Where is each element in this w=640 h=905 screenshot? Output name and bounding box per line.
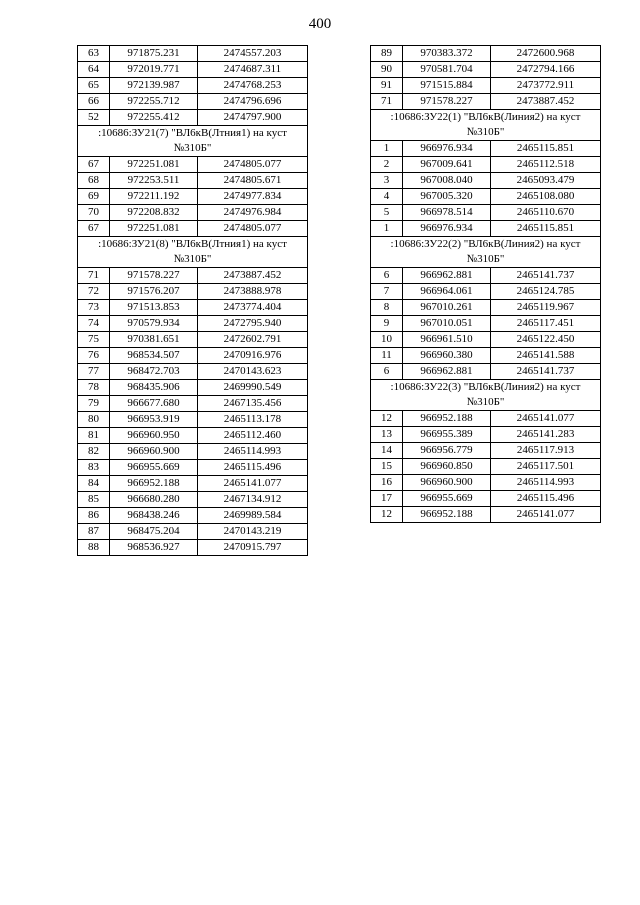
- point-number: 79: [78, 396, 110, 412]
- point-number: 76: [78, 348, 110, 364]
- y-coordinate: 2465114.993: [491, 475, 601, 491]
- coordinate-row: [371, 491, 601, 507]
- y-coordinate: 2472794.166: [491, 62, 601, 78]
- point-number: 86: [78, 508, 110, 524]
- y-coordinate: 2473887.452: [198, 268, 308, 284]
- x-coordinate: 966960.900: [403, 475, 491, 491]
- x-coordinate: 972253.511: [110, 173, 198, 189]
- point-number: 81: [78, 428, 110, 444]
- point-number: 64: [78, 62, 110, 78]
- coordinate-row: [78, 412, 308, 428]
- y-coordinate: 2474768.253: [198, 78, 308, 94]
- y-coordinate: 2465117.451: [491, 316, 601, 332]
- point-number: 67: [78, 157, 110, 173]
- coordinate-row: [78, 300, 308, 316]
- point-number: 73: [78, 300, 110, 316]
- x-coordinate: 967008.040: [403, 173, 491, 189]
- y-coordinate: 2467135.456: [198, 396, 308, 412]
- x-coordinate: 966962.881: [403, 364, 491, 380]
- coordinate-row: [371, 507, 601, 523]
- point-number: 66: [78, 94, 110, 110]
- y-coordinate: 2469990.549: [198, 380, 308, 396]
- x-coordinate: 971578.227: [110, 268, 198, 284]
- y-coordinate: 2465141.737: [491, 364, 601, 380]
- x-coordinate: 967010.261: [403, 300, 491, 316]
- x-coordinate: 972255.712: [110, 94, 198, 110]
- point-number: 65: [78, 78, 110, 94]
- x-coordinate: 966976.934: [403, 221, 491, 237]
- y-coordinate: 2470143.623: [198, 364, 308, 380]
- point-number: 4: [371, 189, 403, 205]
- coordinate-row: [371, 284, 601, 300]
- coordinate-row: [78, 189, 308, 205]
- y-coordinate: 2474796.696: [198, 94, 308, 110]
- point-number: 82: [78, 444, 110, 460]
- x-coordinate: 967010.051: [403, 316, 491, 332]
- coordinate-row: [78, 284, 308, 300]
- x-coordinate: 966956.779: [403, 443, 491, 459]
- y-coordinate: 2470916.976: [198, 348, 308, 364]
- point-number: 67: [78, 221, 110, 237]
- coordinate-row: [78, 205, 308, 221]
- y-coordinate: 2465114.993: [198, 444, 308, 460]
- parcel-header: :10686:ЗУ22(3) "ВЛ6кВ(Линия2) на куст №310Б": [371, 380, 601, 411]
- y-coordinate: 2465115.496: [198, 460, 308, 476]
- coordinates-table-right: [370, 45, 601, 523]
- y-coordinate: 2465115.851: [491, 141, 601, 157]
- x-coordinate: 967009.641: [403, 157, 491, 173]
- point-number: 1: [371, 141, 403, 157]
- x-coordinate: 971875.231: [110, 46, 198, 62]
- y-coordinate: 2465117.913: [491, 443, 601, 459]
- coordinate-row: [78, 444, 308, 460]
- x-coordinate: 970581.704: [403, 62, 491, 78]
- coordinate-row: [78, 332, 308, 348]
- x-coordinate: 967005.320: [403, 189, 491, 205]
- y-coordinate: 2465122.450: [491, 332, 601, 348]
- point-number: 63: [78, 46, 110, 62]
- coordinate-row: [371, 62, 601, 78]
- x-coordinate: 971513.853: [110, 300, 198, 316]
- x-coordinate: 966978.514: [403, 205, 491, 221]
- y-coordinate: 2474687.311: [198, 62, 308, 78]
- coordinate-row: [371, 475, 601, 491]
- coordinate-row: [371, 332, 601, 348]
- point-number: 8: [371, 300, 403, 316]
- x-coordinate: 966960.850: [403, 459, 491, 475]
- coordinate-row: [371, 427, 601, 443]
- x-coordinate: 966952.188: [403, 507, 491, 523]
- coordinate-row: [78, 62, 308, 78]
- y-coordinate: 2469989.584: [198, 508, 308, 524]
- coordinates-table-left: [77, 45, 308, 556]
- x-coordinate: 972251.081: [110, 221, 198, 237]
- x-coordinate: 972208.832: [110, 205, 198, 221]
- y-coordinate: 2465093.479: [491, 173, 601, 189]
- x-coordinate: 972255.412: [110, 110, 198, 126]
- coordinate-row: [371, 78, 601, 94]
- x-coordinate: 966952.188: [110, 476, 198, 492]
- point-number: 6: [371, 268, 403, 284]
- x-coordinate: 971515.884: [403, 78, 491, 94]
- parcel-header-row: [371, 237, 601, 268]
- y-coordinate: 2465124.785: [491, 284, 601, 300]
- y-coordinate: 2465141.737: [491, 268, 601, 284]
- coordinate-row: [78, 173, 308, 189]
- y-coordinate: 2472602.791: [198, 332, 308, 348]
- coordinate-row: [78, 380, 308, 396]
- parcel-header-row: [78, 237, 308, 268]
- point-number: 69: [78, 189, 110, 205]
- point-number: 16: [371, 475, 403, 491]
- coordinate-row: [78, 110, 308, 126]
- y-coordinate: 2473774.404: [198, 300, 308, 316]
- coordinate-row: [78, 508, 308, 524]
- point-number: 2: [371, 157, 403, 173]
- point-number: 72: [78, 284, 110, 300]
- x-coordinate: 971576.207: [110, 284, 198, 300]
- x-coordinate: 968438.246: [110, 508, 198, 524]
- y-coordinate: 2474805.671: [198, 173, 308, 189]
- point-number: 7: [371, 284, 403, 300]
- y-coordinate: 2465141.077: [491, 411, 601, 427]
- point-number: 5: [371, 205, 403, 221]
- point-number: 11: [371, 348, 403, 364]
- y-coordinate: 2474797.900: [198, 110, 308, 126]
- y-coordinate: 2465110.670: [491, 205, 601, 221]
- point-number: 68: [78, 173, 110, 189]
- y-coordinate: 2465113.178: [198, 412, 308, 428]
- coordinate-row: [371, 173, 601, 189]
- point-number: 3: [371, 173, 403, 189]
- x-coordinate: 968435.906: [110, 380, 198, 396]
- parcel-header: :10686:ЗУ21(7) "ВЛ6кВ(Лтния1) на куст №310Б": [78, 126, 308, 157]
- coordinate-row: [78, 46, 308, 62]
- coordinate-row: [78, 78, 308, 94]
- x-coordinate: 966955.669: [403, 491, 491, 507]
- point-number: 1: [371, 221, 403, 237]
- y-coordinate: 2465112.460: [198, 428, 308, 444]
- coordinate-row: [371, 205, 601, 221]
- coordinate-row: [78, 94, 308, 110]
- x-coordinate: 966964.061: [403, 284, 491, 300]
- x-coordinate: 970383.372: [403, 46, 491, 62]
- page-number: 400: [308, 16, 332, 32]
- x-coordinate: 966960.950: [110, 428, 198, 444]
- y-coordinate: 2472795.940: [198, 316, 308, 332]
- y-coordinate: 2465141.283: [491, 427, 601, 443]
- x-coordinate: 972211.192: [110, 189, 198, 205]
- parcel-header: :10686:ЗУ22(2) "ВЛ6кВ(Линия2) на куст №310Б": [371, 237, 601, 268]
- point-number: 77: [78, 364, 110, 380]
- x-coordinate: 968475.204: [110, 524, 198, 540]
- coordinate-row: [78, 348, 308, 364]
- y-coordinate: 2473888.978: [198, 284, 308, 300]
- x-coordinate: 970381.651: [110, 332, 198, 348]
- point-number: 17: [371, 491, 403, 507]
- coordinate-row: [371, 364, 601, 380]
- x-coordinate: 970579.934: [110, 316, 198, 332]
- point-number: 13: [371, 427, 403, 443]
- coordinate-row: [78, 316, 308, 332]
- coordinate-row: [371, 443, 601, 459]
- y-coordinate: 2474977.834: [198, 189, 308, 205]
- y-coordinate: 2473887.452: [491, 94, 601, 110]
- point-number: 71: [78, 268, 110, 284]
- y-coordinate: 2473772.911: [491, 78, 601, 94]
- x-coordinate: 966960.380: [403, 348, 491, 364]
- point-number: 90: [371, 62, 403, 78]
- coordinate-row: [371, 94, 601, 110]
- x-coordinate: 968534.507: [110, 348, 198, 364]
- coordinate-row: [78, 221, 308, 237]
- coordinate-row: [371, 189, 601, 205]
- coordinate-row: [371, 157, 601, 173]
- coordinate-row: [371, 221, 601, 237]
- coordinate-row: [78, 540, 308, 556]
- coordinate-row: [78, 492, 308, 508]
- coordinate-row: [78, 460, 308, 476]
- y-coordinate: 2474557.203: [198, 46, 308, 62]
- point-number: 91: [371, 78, 403, 94]
- x-coordinate: 966680.280: [110, 492, 198, 508]
- point-number: 89: [371, 46, 403, 62]
- point-number: 14: [371, 443, 403, 459]
- x-coordinate: 966677.680: [110, 396, 198, 412]
- point-number: 52: [78, 110, 110, 126]
- coordinate-row: [371, 316, 601, 332]
- x-coordinate: 966952.188: [403, 411, 491, 427]
- x-coordinate: 966961.510: [403, 332, 491, 348]
- point-number: 71: [371, 94, 403, 110]
- y-coordinate: 2470915.797: [198, 540, 308, 556]
- parcel-header: :10686:ЗУ22(1) "ВЛ6кВ(Линия2) на куст №310Б": [371, 110, 601, 141]
- parcel-header-row: [78, 126, 308, 157]
- y-coordinate: 2465115.851: [491, 221, 601, 237]
- point-number: 87: [78, 524, 110, 540]
- point-number: 88: [78, 540, 110, 556]
- parcel-header-row: [371, 110, 601, 141]
- coordinate-row: [371, 459, 601, 475]
- y-coordinate: 2470143.219: [198, 524, 308, 540]
- x-coordinate: 966955.389: [403, 427, 491, 443]
- x-coordinate: 966976.934: [403, 141, 491, 157]
- x-coordinate: 968536.927: [110, 540, 198, 556]
- point-number: 84: [78, 476, 110, 492]
- x-coordinate: 966953.919: [110, 412, 198, 428]
- point-number: 85: [78, 492, 110, 508]
- y-coordinate: 2465119.967: [491, 300, 601, 316]
- point-number: 12: [371, 411, 403, 427]
- coordinate-row: [371, 300, 601, 316]
- y-coordinate: 2465141.588: [491, 348, 601, 364]
- y-coordinate: 2465112.518: [491, 157, 601, 173]
- point-number: 80: [78, 412, 110, 428]
- point-number: 83: [78, 460, 110, 476]
- y-coordinate: 2467134.912: [198, 492, 308, 508]
- coordinate-row: [371, 46, 601, 62]
- coordinate-row: [78, 476, 308, 492]
- y-coordinate: 2472600.968: [491, 46, 601, 62]
- coordinate-row: [78, 524, 308, 540]
- x-coordinate: 972139.987: [110, 78, 198, 94]
- point-number: 75: [78, 332, 110, 348]
- y-coordinate: 2465117.501: [491, 459, 601, 475]
- point-number: 6: [371, 364, 403, 380]
- x-coordinate: 968472.703: [110, 364, 198, 380]
- x-coordinate: 966955.669: [110, 460, 198, 476]
- coordinate-row: [78, 396, 308, 412]
- coordinate-row: [78, 364, 308, 380]
- y-coordinate: 2465115.496: [491, 491, 601, 507]
- y-coordinate: 2465108.080: [491, 189, 601, 205]
- x-coordinate: 966962.881: [403, 268, 491, 284]
- coordinate-row: [371, 348, 601, 364]
- point-number: 15: [371, 459, 403, 475]
- parcel-header-row: [371, 380, 601, 411]
- point-number: 9: [371, 316, 403, 332]
- x-coordinate: 966960.900: [110, 444, 198, 460]
- x-coordinate: 971578.227: [403, 94, 491, 110]
- y-coordinate: 2465141.077: [491, 507, 601, 523]
- point-number: 10: [371, 332, 403, 348]
- point-number: 78: [78, 380, 110, 396]
- parcel-header: :10686:ЗУ21(8) "ВЛ6кВ(Лтния1) на куст №310Б": [78, 237, 308, 268]
- coordinate-row: [78, 268, 308, 284]
- coordinate-row: [371, 141, 601, 157]
- y-coordinate: 2474805.077: [198, 157, 308, 173]
- coordinate-row: [78, 157, 308, 173]
- coordinate-row: [78, 428, 308, 444]
- coordinate-row: [371, 411, 601, 427]
- x-coordinate: 972251.081: [110, 157, 198, 173]
- y-coordinate: 2465141.077: [198, 476, 308, 492]
- coordinate-row: [371, 268, 601, 284]
- point-number: 12: [371, 507, 403, 523]
- x-coordinate: 972019.771: [110, 62, 198, 78]
- y-coordinate: 2474976.984: [198, 205, 308, 221]
- point-number: 74: [78, 316, 110, 332]
- y-coordinate: 2474805.077: [198, 221, 308, 237]
- point-number: 70: [78, 205, 110, 221]
